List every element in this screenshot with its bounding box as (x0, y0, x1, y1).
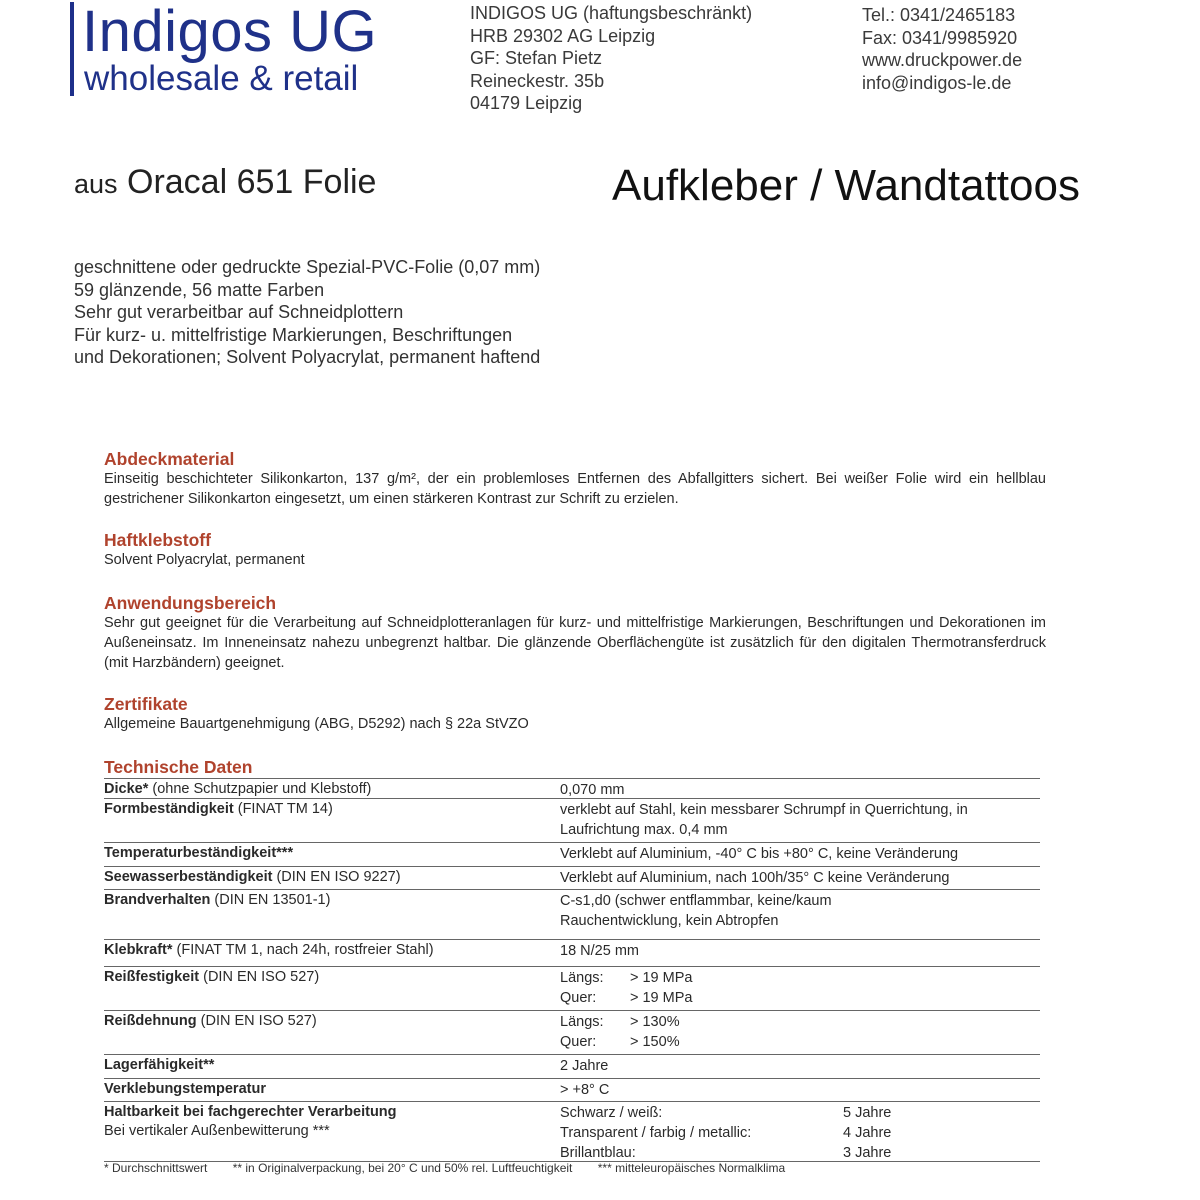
table-row (104, 778, 1040, 799)
section-heading: Zertifikate (104, 694, 188, 714)
row-value: > +8° C (560, 1082, 610, 1098)
company-line: INDIGOS UG (haftungsbeschränkt) (470, 3, 753, 23)
row-label: Dicke* (104, 781, 149, 797)
intro-line: Für kurz- u. mittelfristige Markierungen, Beschriftungen (74, 324, 513, 345)
direction-label: Längs: (560, 970, 604, 986)
durability-item: Schwarz / weiß: (560, 1105, 663, 1121)
table-row (104, 1011, 1040, 1055)
logo-subtitle: wholesale & retail (84, 59, 359, 98)
table-row (104, 967, 1040, 1011)
logo-title: Indigos UG (82, 0, 378, 64)
contact-info (862, 4, 1022, 94)
subtitle-prefix: aus (74, 169, 118, 199)
section-anwendungsbereich (104, 593, 1046, 673)
table-row (104, 890, 1040, 940)
phone: Tel.: 0341/2465183 (862, 5, 1016, 25)
section-text: Einseitig beschichteter Silikonkarton, 137 g/m², der ein problemloses Entfernen des Abfallgitters sichert. Bei weißer Folie wird ein hellblau gestrichener Silikonkarton eingesetzt, um einen stärkeren Kontrast zur Schrift zu erzielen. (104, 471, 1046, 507)
row-note: (DIN EN ISO 527) (196, 1013, 317, 1029)
row-value: > 19 MPa (630, 990, 693, 1006)
company-line: Reineckestr. 35b (470, 70, 605, 91)
row-note: (DIN EN ISO 527) (199, 969, 320, 985)
subtitle-text: Oracal 651 Folie (127, 163, 377, 201)
row-value: C-s1,d0 (schwer entflammbar, keine/kaum (560, 893, 832, 909)
row-note: (FINAT TM 1, nach 24h, rostfreier Stahl) (172, 942, 434, 958)
row-value: 18 N/25 mm (560, 943, 639, 959)
row-value: Laufrichtung max. 0,4 mm (560, 822, 728, 838)
row-label: Seewasserbeständigkeit (104, 869, 273, 885)
company-line: GF: Stefan Pietz (470, 48, 603, 68)
section-heading: Haftklebstoff (104, 530, 211, 550)
section-abdeckmaterial (104, 449, 1046, 509)
footnote: ** in Originalverpackung, bei 20° C und 50% rel. Luftfeuchtigkeit (232, 1161, 573, 1175)
section-heading: Anwendungsbereich (104, 593, 277, 613)
table-row (104, 799, 1040, 843)
durability-years: 3 Jahre (843, 1145, 892, 1161)
table-row (104, 843, 1040, 867)
direction-label: Längs: (560, 1014, 604, 1030)
section-heading-technische-daten: Technische Daten (104, 757, 253, 777)
direction-label: Quer: (560, 1034, 597, 1050)
row-note: (DIN EN 13501-1) (210, 892, 331, 908)
logo-bar (70, 2, 74, 96)
intro-text (74, 256, 540, 369)
fax: Fax: 0341/9985920 (862, 27, 1018, 48)
row-value: > 19 MPa (630, 970, 693, 986)
intro-line: und Dekorationen; Solvent Polyacrylat, permanent haftend (74, 347, 541, 367)
row-value: verklebt auf Stahl, kein messbarer Schrumpf in Querrichtung, in (560, 802, 968, 818)
durability-years: 5 Jahre (843, 1105, 892, 1121)
intro-line: 59 glänzende, 56 matte Farben (74, 279, 325, 300)
durability-item: Transparent / farbig / metallic: (560, 1125, 752, 1141)
row-label: Brandverhalten (104, 892, 211, 908)
company-info (470, 2, 752, 115)
row-label: Haltbarkeit bei fachgerechter Verarbeitung (104, 1104, 397, 1120)
intro-line: Sehr gut verarbeitbar auf Schneidplottern (74, 302, 404, 322)
table-row (104, 1079, 1040, 1102)
row-value: 0,070 mm (560, 782, 625, 798)
footnotes (104, 1161, 807, 1175)
section-heading: Abdeckmaterial (104, 449, 235, 469)
row-label: Reißdehnung (104, 1013, 197, 1029)
footnote: * Durchschnittswert (104, 1161, 208, 1175)
row-label: Klebkraft* (104, 942, 173, 958)
row-label: Formbeständigkeit (104, 801, 234, 817)
row-value: > 150% (630, 1034, 680, 1050)
row-label: Verklebungstemperatur (104, 1081, 266, 1097)
section-text: Sehr gut geeignet für die Verarbeitung auf Schneidplotteranlagen für kurz- und mittelfristige Markierungen, Beschriftungen und Dekorationen im Außeneinsatz. Im Inneneinsatz nahezu unbegrenzt haltbar. Die glänzende Oberflächengüte ist zusätzlich für den digitalen Thermotransferdruck (mit Harzbändern) geeignet. (104, 615, 1046, 671)
section-zertifikate (104, 694, 1046, 734)
company-line: HRB 29302 AG Leipzig (470, 25, 656, 46)
section-text: Allgemeine Bauartgenehmigung (ABG, D5292) nach § 22a StVZO (104, 716, 529, 732)
durability-years: 4 Jahre (843, 1125, 892, 1141)
email-link[interactable]: info@indigos-le.de (862, 72, 1012, 93)
row-label: Reißfestigkeit (104, 969, 200, 985)
footnote: *** mitteleuropäisches Normalklima (597, 1161, 786, 1175)
tech-data-table (104, 778, 1040, 1162)
page-title: Aufkleber / Wandtattoos (612, 161, 1080, 210)
table-row (104, 1055, 1040, 1079)
durability-item: Brillantblau: (560, 1145, 636, 1161)
row-label: Temperaturbeständigkeit*** (104, 845, 294, 861)
section-text: Solvent Polyacrylat, permanent (104, 552, 305, 568)
website-link[interactable]: www.druckpower.de (862, 50, 1023, 70)
row-sublabel: Bei vertikaler Außenbewitterung *** (104, 1123, 330, 1139)
row-value: Verklebt auf Aluminium, nach 100h/35° C keine Veränderung (560, 870, 950, 886)
row-value: 2 Jahre (560, 1058, 609, 1074)
company-line: 04179 Leipzig (470, 93, 583, 113)
table-row (104, 1102, 1040, 1162)
row-value: Verklebt auf Aluminium, -40° C bis +80° C, keine Veränderung (560, 846, 959, 862)
direction-label: Quer: (560, 990, 597, 1006)
intro-line: geschnittene oder gedruckte Spezial-PVC-Folie (0,07 mm) (74, 257, 541, 277)
row-note: (DIN EN ISO 9227) (272, 869, 401, 885)
row-note: (FINAT TM 14) (233, 801, 333, 817)
row-value: > 130% (630, 1014, 680, 1030)
table-row (104, 940, 1040, 967)
row-value: Rauchentwicklung, kein Abtropfen (560, 913, 779, 929)
row-note: (ohne Schutzpapier und Klebstoff) (148, 781, 372, 797)
table-row (104, 867, 1040, 890)
section-haftklebstoff (104, 530, 1046, 570)
row-label: Lagerfähigkeit** (104, 1057, 215, 1073)
product-subtitle (74, 160, 376, 206)
